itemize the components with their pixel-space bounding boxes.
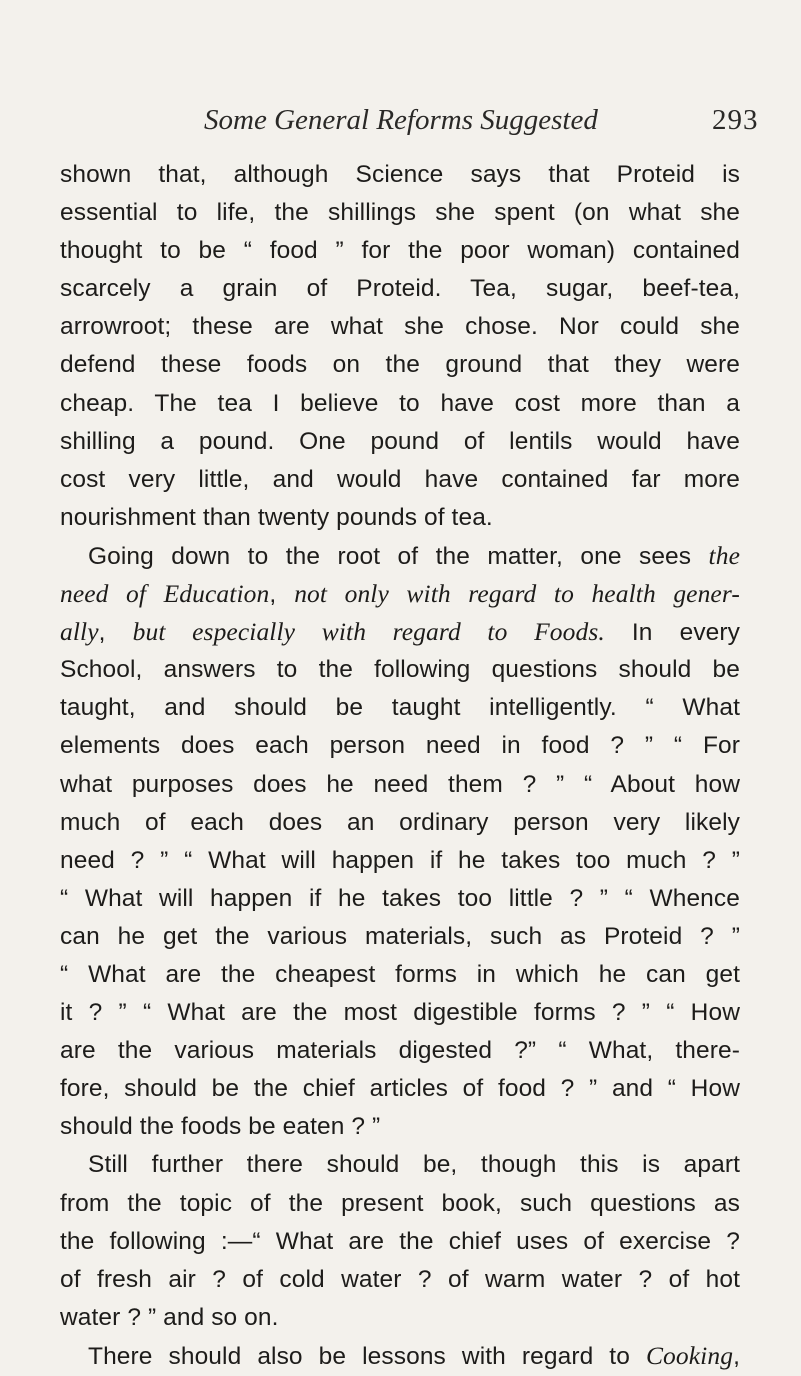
text-line	[60, 346, 740, 384]
text-segment: “ What are the cheapest forms in which he can get	[60, 960, 740, 988]
italic-text: Cooking	[645, 1340, 734, 1370]
text-line	[60, 499, 740, 537]
text-segment: from the topic of the present book, such questions as	[60, 1189, 740, 1217]
text-segment: what purposes does he need them ? ” “ About how	[60, 770, 740, 798]
italic-text: ally	[60, 617, 99, 647]
italic-text: need of Education	[60, 579, 270, 609]
text-segment: Going down to the root of the matter, one sees	[88, 542, 709, 570]
text-segment: cheap. The tea I believe to have cost more than a	[60, 389, 740, 417]
text-line	[60, 1070, 740, 1108]
text-segment: elements does each person need in food ? ” “ For	[60, 732, 740, 760]
italic-text: but especially with regard to Foods.	[132, 617, 605, 647]
text-line	[60, 537, 740, 575]
text-segment: need ? ” “ What will happen if he takes too much ? ”	[60, 846, 740, 874]
italic-text: not only with regard to health gener-	[294, 579, 740, 609]
text-line	[60, 1108, 740, 1146]
text-line	[60, 651, 740, 689]
text-line	[60, 1185, 740, 1223]
text-line	[60, 1146, 740, 1184]
text-segment: essential to life, the shillings she spent (on what she	[60, 199, 740, 227]
text-segment: shilling a pound. One pound of lentils would have	[60, 427, 740, 455]
text-segment: can he get the various materials, such as Proteid ? ”	[60, 922, 740, 950]
text-line	[60, 1223, 740, 1261]
text-line	[60, 842, 740, 880]
text-line	[60, 308, 740, 346]
text-segment: School, answers to the following questions should be	[60, 656, 740, 684]
page-number: 293	[712, 104, 759, 136]
text-line	[60, 994, 740, 1032]
text-segment: thought to be “ food ” for the poor woman) contained	[60, 237, 740, 265]
text-segment: ,	[269, 581, 295, 609]
text-segment: shown that, although Science says that Proteid is	[60, 161, 740, 188]
text-line	[60, 156, 740, 194]
text-line	[60, 727, 740, 765]
text-line	[60, 956, 740, 994]
text-segment: much of each does an ordinary person very likely	[60, 808, 740, 836]
text-segment: it ? ” “ What are the most digestible forms ? ” “ How	[60, 999, 740, 1027]
text-line	[60, 1299, 740, 1337]
text-segment: water ? ” and so on.	[60, 1303, 279, 1331]
text-segment: fore, should be the chief articles of food ? ” and “ How	[60, 1075, 740, 1103]
running-header	[0, 104, 801, 144]
text-segment: ,	[733, 1342, 740, 1370]
text-segment: “ What will happen if he takes too little ? ” “ Whence	[60, 884, 740, 912]
text-line	[60, 689, 740, 727]
italic-text: the	[708, 540, 740, 570]
text-segment: arrowroot; these are what she chose. Nor could she	[60, 313, 740, 341]
text-line	[60, 461, 740, 499]
text-line	[60, 423, 740, 461]
text-line	[60, 918, 740, 956]
running-title: Some General Reforms Suggested	[204, 104, 598, 136]
text-segment: ,	[98, 619, 133, 647]
text-segment: There should also be lessons with regard to	[88, 1342, 646, 1370]
text-line	[60, 270, 740, 308]
text-line	[60, 766, 740, 804]
text-line	[60, 232, 740, 270]
text-segment: cost very little, and would have contained far more	[60, 465, 740, 493]
text-line	[60, 880, 740, 918]
text-line	[60, 385, 740, 423]
text-segment: Still further there should be, though this is apart	[88, 1151, 740, 1179]
text-line	[60, 804, 740, 842]
text-segment: the following :—“ What are the chief uses of exercise ?	[60, 1227, 740, 1255]
text-line	[60, 1261, 740, 1299]
text-line	[60, 1032, 740, 1070]
text-segment: of fresh air ? of cold water ? of warm water ? of hot	[60, 1265, 740, 1293]
text-segment: nourishment than twenty pounds of tea.	[60, 503, 493, 531]
text-line	[60, 194, 740, 232]
text-segment: are the various materials digested ?” “ What, there-	[60, 1037, 740, 1065]
text-segment: should the foods be eaten ? ”	[60, 1113, 381, 1141]
text-segment: scarcely a grain of Proteid. Tea, sugar, beef-tea,	[60, 275, 740, 303]
text-line	[60, 613, 740, 651]
text-segment: defend these foods on the ground that they were	[60, 351, 740, 379]
body-text	[60, 156, 740, 1375]
text-segment: In every	[604, 619, 740, 647]
text-line	[60, 1337, 740, 1375]
text-line	[60, 575, 740, 613]
text-segment: taught, and should be taught intelligently. “ What	[60, 694, 740, 722]
